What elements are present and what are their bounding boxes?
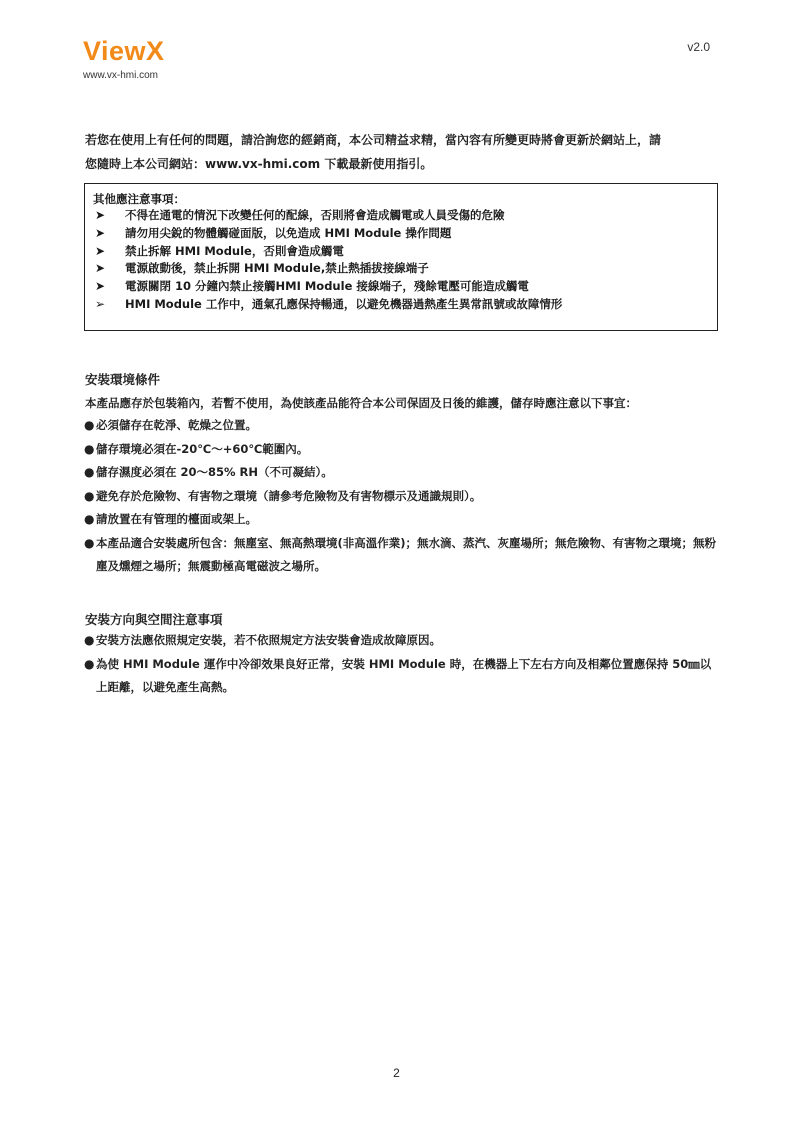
bullet-dot-icon: ● (84, 465, 95, 479)
arrow-bullet-icon: ➤ (95, 279, 106, 294)
bullet-dot-icon: ● (84, 418, 95, 432)
arrow-outline-bullet-icon: ➢ (95, 296, 106, 311)
environment-item: ● 儲存濕度必須在 20～85% RH（不可凝結）。 (82, 461, 722, 485)
orientation-item: ● 為使 HMI Module 運作中冷卻效果良好正常，安裝 HMI Module 時，在機器上下左右方向及相鄰位置應保持 50㎜以上距離，以避免產生高熱。 (82, 653, 722, 700)
arrow-bullet-icon: ➤ (95, 225, 106, 240)
intro-line-2: 您隨時上本公司網站：www.vx-hmi.com 下載最新使用指引。 (85, 157, 433, 171)
bullet-dot-icon: ● (84, 656, 95, 671)
bullet-dot-icon: ● (84, 633, 95, 647)
arrow-bullet-icon: ➤ (95, 261, 106, 276)
environment-item: ● 避免存於危險物、有害物之環境（請參考危險物及有害物標示及通識規則）。 (82, 485, 722, 509)
bullet-dot-icon: ● (84, 512, 95, 526)
environment-item: ● 儲存環境必須在-20℃～+60℃範圍內。 (82, 438, 722, 462)
arrow-bullet-icon: ➤ (95, 243, 106, 258)
notice-item (93, 296, 713, 314)
arrow-bullet-icon: ➤ (95, 208, 106, 222)
notice-item-text: 請勿用尖銳的物體觸碰面版，以免造成 HMI Module 操作問題 (125, 225, 452, 240)
environment-item: ● 請放置在有管理的檯面或架上。 (82, 508, 722, 532)
notice-list (93, 207, 713, 314)
notice-title: 其他應注意事項： (93, 192, 185, 206)
orientation-section-title: 安裝方向與空間注意事項 (85, 612, 223, 627)
environment-item: ● 必須儲存在乾淨、乾燥之位置。 (82, 414, 722, 438)
notice-item (93, 207, 713, 225)
intro-line-1: 若您在使用上有任何的問題，請洽詢您的經銷商，本公司精益求精，當內容有所變更時將會更新於網站上，請 (85, 133, 662, 147)
website-url: www.vx-hmi.com (83, 70, 159, 81)
notice-item (93, 243, 713, 261)
intro-paragraph (85, 128, 715, 176)
brand-logo: ViewX (83, 36, 165, 66)
notice-item-text: 禁止拆解 HMI Module，否則會造成觸電 (125, 243, 344, 258)
bullet-dot-icon: ● (84, 488, 95, 503)
orientation-list (82, 629, 722, 700)
page-number: 2 (393, 1066, 400, 1080)
notice-item (93, 225, 713, 243)
bullet-dot-icon: ● (84, 441, 95, 456)
environment-list (82, 414, 722, 579)
notice-item (93, 260, 713, 278)
notice-box (84, 183, 718, 331)
environment-section-title: 安裝環境條件 (85, 372, 161, 387)
environment-item: ● 本產品適合安裝處所包含：無塵室、無高熱環境(非高溫作業)；無水滴、蒸汽、灰塵場所；無危險物、有害物之環境；無粉塵及燻煙之場所；無震動極高電磁波之場所。 (82, 532, 722, 579)
environment-intro: 本產品應存於包裝箱內，若暫不使用，為使該產品能符合本公司保固及日後的維護，儲存時應注意以下事宜： (85, 396, 637, 410)
orientation-item: ● 安裝方法應依照規定安裝，若不依照規定方法安裝會造成故障原因。 (82, 629, 722, 653)
notice-item (93, 278, 713, 296)
document-version: v2.0 (687, 40, 710, 54)
notice-item-text: 電源關閉 10 分鐘內禁止接觸HMI Module 接線端子，殘餘電壓可能造成觸電 (125, 279, 529, 294)
notice-item-text: HMI Module 工作中，通氣孔應保持暢通，以避免機器過熱產生異常訊號或故障情形 (125, 296, 563, 311)
bullet-dot-icon: ● (84, 535, 95, 550)
notice-item-text: 電源啟動後，禁止拆開 HMI Module,禁止熱插拔接線端子 (125, 261, 429, 276)
notice-item-text: 不得在通電的情況下改變任何的配線，否則將會造成觸電或人員受傷的危險 (125, 208, 505, 222)
